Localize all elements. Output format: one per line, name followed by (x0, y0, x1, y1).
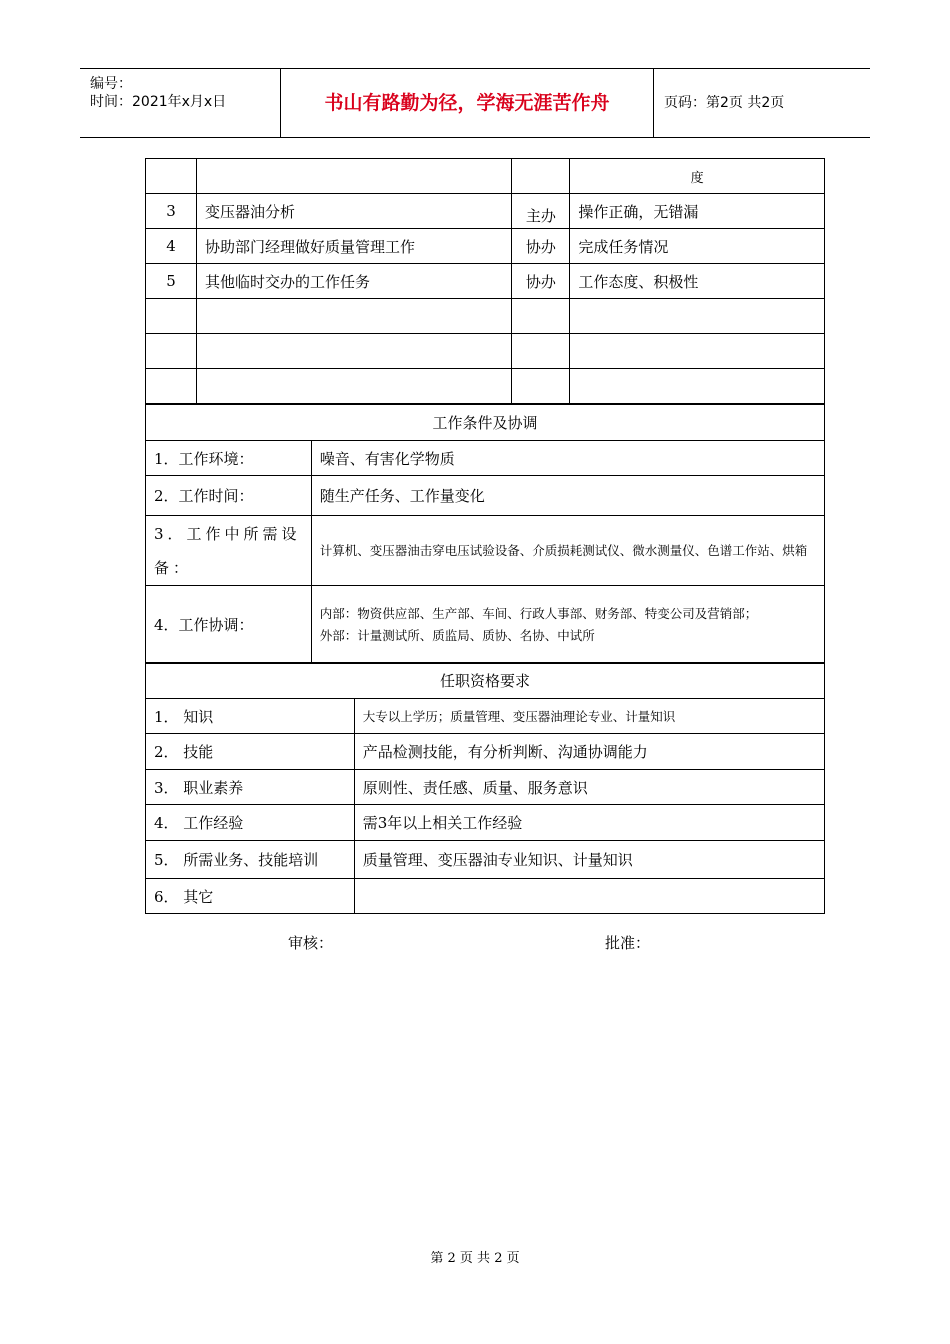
coord-label: 4．工作协调： (146, 586, 312, 664)
role-cell: 协办 (512, 264, 570, 299)
table-row (146, 663, 825, 699)
approve-signature: 批准： (605, 934, 651, 952)
table-row (146, 194, 825, 229)
table-row (146, 405, 825, 441)
qual-value: 大专以上学历；质量管理、变压器油理论专业、计量知识 (354, 699, 824, 734)
table-row (146, 516, 825, 586)
table-row (146, 159, 825, 194)
table-row (146, 476, 825, 516)
header-motto: 书山有路勤为径，学海无涯苦作舟 (281, 69, 654, 137)
time-value: 随生产任务、工作量变化 (311, 476, 824, 516)
standard-cell: 工作态度、积极性 (570, 264, 825, 299)
row-number: 4 (146, 229, 197, 264)
table-row (146, 299, 825, 334)
task-cell: 其他临时交办的工作任务 (196, 264, 511, 299)
table-row (146, 734, 825, 770)
equip-label: 3．工作中所需设备： (146, 516, 312, 586)
table-row (146, 586, 825, 664)
table-row (146, 699, 825, 734)
number-label: 编号： (90, 76, 132, 92)
table-row (146, 879, 825, 914)
qual-label: 5． 所需业务、技能培训 (146, 841, 355, 879)
qualifications-table (145, 662, 825, 914)
qual-value: 原则性、责任感、质量、服务意识 (354, 770, 824, 805)
qual-label: 2． 技能 (146, 734, 355, 770)
table-row (146, 229, 825, 264)
table-row (146, 841, 825, 879)
table-row (146, 441, 825, 476)
standard-cell: 完成任务情况 (570, 229, 825, 264)
equip-value: 计算机、变压器油击穿电压试验设备、介质损耗测试仪、微水测量仪、色谱工作站、烘箱 (311, 516, 824, 586)
qual-value: 产品检测技能，有分析判断、沟通协调能力 (354, 734, 824, 770)
coord-internal: 内部：物资供应部、生产部、车间、行政人事部、财务部、特变公司及营销部； (319, 605, 758, 621)
qual-label: 3． 职业素养 (146, 770, 355, 805)
qual-value: 需3年以上相关工作经验 (354, 805, 824, 841)
duties-table (145, 158, 825, 404)
task-cell: 变压器油分析 (196, 194, 511, 229)
role-cell: 协办 (512, 229, 570, 264)
coord-values (311, 586, 824, 664)
qual-label: 1． 知识 (146, 699, 355, 734)
qual-value: 质量管理、变压器油专业知识、计量知识 (354, 841, 824, 879)
time-label: 2．工作时间： (146, 476, 312, 516)
standard-cell: 操作正确，无错漏 (570, 194, 825, 229)
env-value: 噪音、有害化学物质 (311, 441, 824, 476)
qual-label: 6． 其它 (146, 879, 355, 914)
page-header (80, 68, 870, 138)
table-row (146, 264, 825, 299)
page-footer: 第 2 页 共 2 页 (430, 1251, 520, 1266)
role-cell: 主办 (512, 194, 570, 229)
task-cell: 协助部门经理做好质量管理工作 (196, 229, 511, 264)
conditions-title: 工作条件及协调 (146, 405, 825, 441)
qual-label: 4． 工作经验 (146, 805, 355, 841)
row-number: 3 (146, 194, 197, 229)
table-row (146, 334, 825, 369)
coord-external: 外部：计量测试所、质监局、质协、名协、中试所 (319, 627, 595, 643)
table-row (146, 805, 825, 841)
row-number: 5 (146, 264, 197, 299)
env-label: 1．工作环境： (146, 441, 312, 476)
header-meta (80, 69, 281, 137)
table-row (146, 369, 825, 404)
continued-header: 度 (570, 159, 825, 194)
review-signature: 审核： (288, 934, 334, 952)
conditions-table (145, 404, 825, 664)
qual-value (354, 879, 824, 914)
time-label: 时间：2021年x月x日 (90, 94, 227, 110)
table-row (146, 770, 825, 805)
header-page-code: 页码：第2页 共2页 (664, 95, 785, 111)
qualifications-title: 任职资格要求 (146, 663, 825, 699)
